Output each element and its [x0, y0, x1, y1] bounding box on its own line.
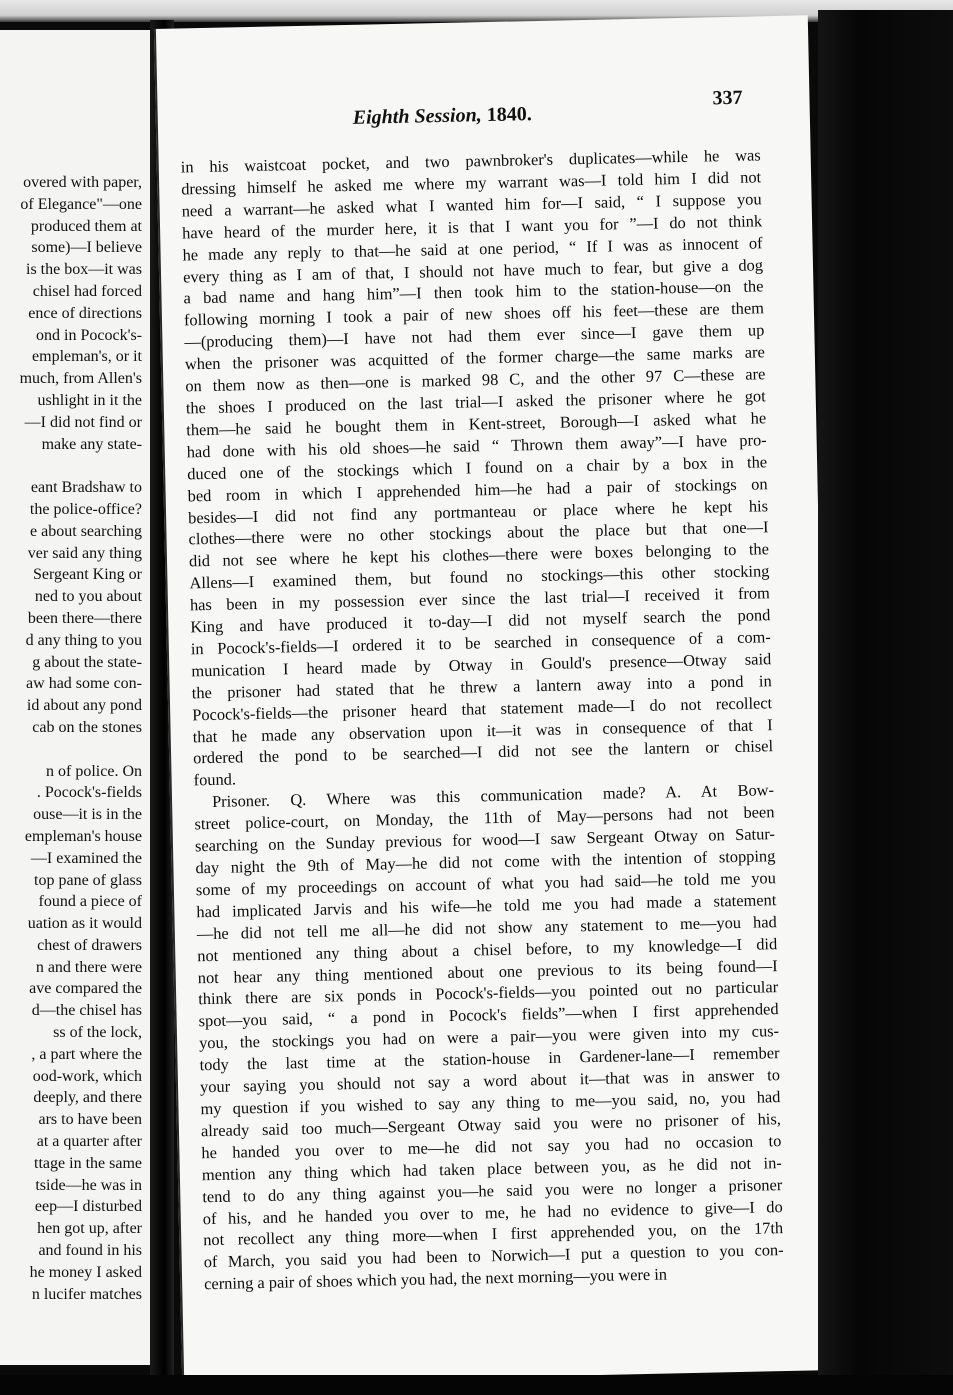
left-page-line: . Pocock's-fields [36, 784, 142, 802]
left-page-line: —I did not find or [24, 413, 142, 431]
body-text-line: that he made any observation upon it—it was in consequence of that I [192, 714, 773, 746]
left-page-line: aw had some con- [26, 675, 142, 693]
body-text-line: spot—you said, “ a pond in Pocock's fields”—when I first apprehended [198, 999, 779, 1031]
left-page-line: ss of the lock, [53, 1024, 142, 1042]
left-page-line: tside—he was in [35, 1176, 142, 1194]
body-text-line: day night the 9th of May—he did not come with the intention of stopping [195, 846, 776, 878]
body-text-line: not recollect any thing more—when I first apprehended you, on the 17th [203, 1218, 784, 1250]
left-page-line: cab on the stones [32, 718, 142, 736]
left-page-line: of Elegance"—one [20, 195, 142, 213]
left-page-line: and found in his [38, 1242, 142, 1260]
body-text-line: a bad name and hang him”—I then took him to the station-house—on the [183, 276, 764, 308]
left-page-line: make any state- [41, 435, 142, 453]
left-page-line: chest of drawers [37, 936, 142, 954]
left-page-line: eep—I disturbed [34, 1198, 142, 1216]
left-page-line [0, 455, 142, 477]
body-text-line: my question if you wished to say any thing to me—you said, no, you had [200, 1087, 781, 1119]
body-text-line: on them now as then—one is marked 98 C, and the other 97 C—these are [185, 364, 766, 396]
left-page-line [0, 739, 142, 761]
left-page-line: some)—I believe [31, 239, 142, 257]
body-text-line: King and have produced it to-day—I did not myself search the pond [190, 605, 771, 637]
body-text-line: them—he said he bought them in Kent-street, Borough—I asked what he [186, 408, 767, 440]
left-page-line: ence of directions [28, 304, 142, 322]
body-text-line: you, the stockings you had on were a pair—you were given into my cus- [198, 1021, 780, 1053]
body-text-line: in Pocock's-fields—I ordered it to be searched in consequence of a com- [190, 627, 771, 659]
left-page-line: ars to have been [38, 1111, 142, 1129]
left-page-line: ood-work, which [32, 1067, 142, 1085]
left-page-line: ave compared the [29, 980, 142, 998]
body-text-line: some of my proceedings on account of what you had said—he told me you [195, 868, 776, 900]
header-session: Eighth Session, [352, 104, 482, 129]
body-text-line: every thing as I am of that, I should not have much to fear, but give a dog [182, 254, 764, 286]
body-text-line: street police-court, on Monday, the 11th of May—persons had not been [194, 802, 775, 834]
left-page-line: hen got up, after [37, 1220, 142, 1238]
left-page-line: n of police. On [46, 762, 142, 780]
body-text-line: besides—I did not find any portmanteau or place where he kept his [187, 495, 769, 527]
body-text-line: need a warrant—he asked what I wanted him for—I said, “ I suppose you [181, 189, 762, 221]
body-text-line: of March, you said you had been to Norwich—I put a question to you con- [203, 1240, 784, 1272]
body-text-line: bed room in which I apprehended him—he had a pair of stockings on [187, 473, 768, 505]
left-page-line: ttage in the same [34, 1154, 142, 1172]
body-text-line: duced one of the stockings which I found on a chair by a box in the [187, 451, 768, 484]
left-page-line: ouse—it is in the [33, 806, 142, 824]
right-page [154, 15, 836, 1383]
left-page-line: , a part where the [31, 1045, 142, 1063]
body-text-line: in his waistcoat pocket, and two pawnbroker's duplicates—while he was [180, 145, 761, 177]
left-page-line: chisel had forced [32, 282, 142, 300]
book-edge-dark [818, 10, 953, 1395]
left-page-line: is the box—it was [26, 261, 142, 279]
left-page-line: Sergeant King or [32, 566, 142, 584]
left-page-line: n lucifer matches [31, 1285, 142, 1303]
body-text-line: Allens—I examined them, but found no stockings—this other stocking [189, 561, 770, 593]
body-text-line: tend to do any thing against you—he said you were no longer a prisoner [202, 1174, 783, 1206]
body-text-line: following morning I took a pair of new shoes off his feet—these are them [183, 298, 765, 330]
body-text-line: tody the last time at the station-house in Gardener-lane—I remember [199, 1043, 780, 1075]
left-page-line: empleman's house [24, 827, 142, 845]
page-number: 337 [712, 86, 743, 110]
body-text-line: had implicated Jarvis and his wife—he told me you had made a statement [196, 889, 777, 922]
body-text-line: not mentioned any thing about a chisel before, to my knowledge—I did [197, 933, 778, 965]
left-page-line: overed with paper, [23, 174, 142, 191]
left-page-line: ushlight in it the [37, 391, 142, 409]
left-page-line: uation as it would [27, 915, 142, 933]
left-page-line: ond in Pocock's- [36, 326, 142, 344]
left-page-line: produced them at [30, 217, 142, 235]
left-page-line: n and there were [35, 958, 142, 976]
body-text-line: ordered the pond to be searched—I did not see the lantern or chisel [192, 736, 774, 768]
body-text-line: he handed you over to me—he did not say you had no occasion to [201, 1130, 782, 1163]
body-text-line: searching on the Sunday previous for wood—I saw Sergeant Otway on Satur- [194, 824, 776, 856]
body-text-line: cerning a pair of shoes which you had, the next morning—you were in [203, 1264, 668, 1294]
body-text-line: when the prisoner was acquitted of the former charge—the same marks are [184, 342, 765, 374]
body-text-line: have heard of the murder here, it is that I want you for ”—I do not think [181, 211, 763, 243]
body-text-line: —he did not tell me all—he did not show any statement to me—you had [196, 911, 777, 944]
body-text-line: already said too much—Sergeant Otway said you were no prisoner of his, [200, 1108, 782, 1141]
body-text-line: did not see where he kept his clothes—there were boxes belonging to the [188, 539, 770, 571]
running-header [353, 103, 532, 130]
left-page-line: d any thing to you [25, 631, 142, 649]
left-page-line: ned to you about [34, 588, 142, 606]
left-page-line: ver said any thing [27, 544, 142, 562]
left-page-line: found a piece of [38, 893, 142, 911]
left-page-line: id about any pond [26, 697, 142, 715]
page-body-text [181, 144, 785, 1295]
left-page-line: g about the state- [32, 653, 142, 671]
left-page-line: the police-office? [29, 500, 142, 518]
left-page-line: been there—there [27, 609, 142, 627]
body-text-line: not hear any thing mentioned about one previous to its being found—I [197, 955, 778, 987]
left-page-line: at a quarter after [36, 1133, 142, 1151]
left-page-line: d—the chisel has [31, 1002, 142, 1020]
header-year: 1840. [486, 103, 532, 127]
body-text-line: dressing himself he asked me where my warrant was—I told him I did not [181, 167, 762, 199]
body-text-line: found. [193, 769, 237, 790]
body-text-line: Pocock's-fields—the prisoner heard that statement made—I do not recollect [192, 692, 773, 724]
body-text-line: the prisoner had stated that he threw a lantern away into a pond in [191, 670, 772, 703]
left-page-line: empleman's, or it [32, 348, 142, 366]
left-page-line: eant Bradshaw to [30, 479, 142, 497]
left-page-text [0, 172, 142, 1305]
body-text-line: of his, and he handed you over to me, he had no evidence to give—I do [202, 1196, 783, 1228]
left-page-line: —I examined the [30, 849, 142, 867]
body-text-line: has been in my possession ever since the last trial—I received it from [189, 583, 771, 615]
body-text-line: had done with his old shoes—he said “ Thrown them away”—I have pro- [186, 430, 767, 462]
body-text-line: the shoes I produced on the last trial—I asked the prisoner where he got [185, 386, 766, 418]
scan-bottom-edge [0, 1375, 953, 1395]
left-page-line: e about searching [30, 522, 142, 540]
body-text-line: he made any reply to that—he said at one period, “ If I was as innocent of [182, 232, 763, 265]
body-text-line: Prisoner. Q. Where was this communication made? A. At Bow- [211, 780, 775, 812]
left-page [0, 30, 150, 1365]
left-page-line: deeply, and there [33, 1089, 142, 1107]
left-page-line: much, from Allen's [19, 370, 142, 388]
body-text-line: clothes—there were no other stockings about the place but that one—I [188, 517, 769, 549]
body-text-line: your saying you should not say a word about it—that was in answer to [199, 1065, 781, 1097]
left-page-line: top pane of glass [34, 871, 142, 889]
body-text-line: munication I heard made by Otway in Gould's presence—Otway said [191, 649, 772, 681]
scan-top-edge [0, 0, 953, 22]
body-text-line: think there are six ponds in Pocock's-fields—you pointed out no particular [198, 977, 779, 1009]
left-page-line: he money I asked [29, 1263, 142, 1281]
body-text-line: —(producing them)—I have not had them ever since—I gave them up [184, 320, 765, 352]
body-text-line: mention any thing which had taken place between you, as he did not in- [201, 1152, 782, 1184]
